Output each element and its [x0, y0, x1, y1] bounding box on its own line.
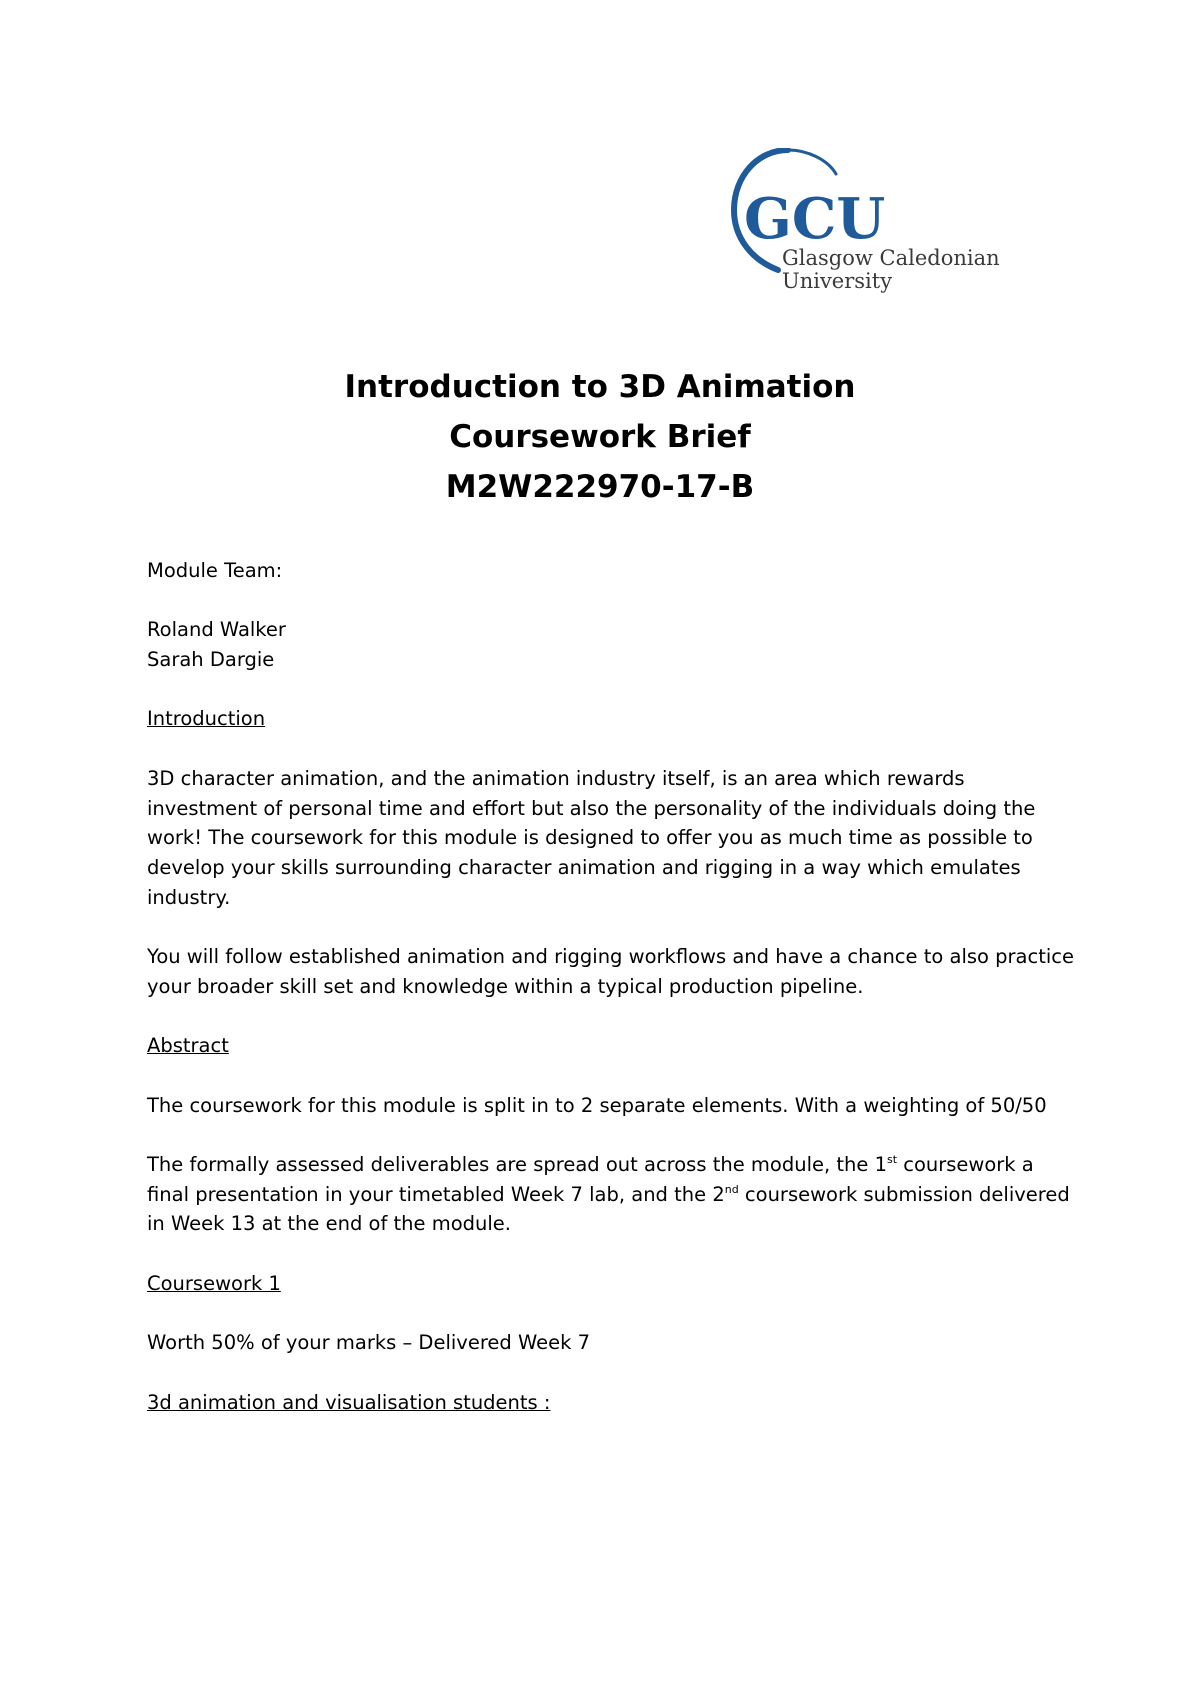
coursework1-worth: Worth 50% of your marks – Delivered Week 7: [147, 1331, 591, 1355]
gcu-logo-icon: [728, 148, 1008, 298]
introduction-heading: Introduction: [147, 707, 266, 731]
abstract-text: coursework a final presentation in your timetabled Week 7 lab, and the 2: [147, 1152, 1034, 1206]
logo-mark: GCU: [744, 186, 886, 252]
team-member: Roland Walker: [147, 618, 286, 642]
introduction-paragraph-2: You will follow established animation and rigging workflows and have a chance to also practice your broader skill set and knowledge within a typical production pipeline.: [147, 945, 1074, 998]
title-line-1: Introduction to 3D Animation: [344, 369, 856, 405]
document-title: [0, 362, 1200, 512]
abstract-text: The formally assessed deliverables are spread out across the module, the 1: [147, 1152, 887, 1176]
coursework1-subheading: 3d animation and visualisation students :: [147, 1390, 551, 1414]
team-member: Sarah Dargie: [147, 648, 275, 672]
logo-line1: Glasgow Caledonian: [782, 246, 1000, 270]
module-team-label: Module Team:: [147, 559, 283, 582]
document-body: [147, 556, 1077, 1417]
abstract-paragraph-2: [147, 1150, 1077, 1239]
module-team-members: [147, 615, 1077, 674]
gcu-logo: [728, 148, 1008, 298]
abstract-text: coursework submission delivered in Week 13 at the end of the module.: [147, 1182, 1070, 1236]
logo-line2: University: [782, 269, 893, 293]
ordinal-suffix: st: [886, 1152, 898, 1166]
coursework1-heading: Coursework 1: [147, 1271, 281, 1295]
introduction-paragraph-1: 3D character animation, and the animation industry itself, is an area which rewards investment of personal time and effort but also the personality of the individuals doing the work! The coursework for this module is designed to offer you as much time as possible to develop your skills surrounding character animation and rigging in a way which emulates industry.: [147, 766, 1036, 909]
ordinal-suffix: nd: [724, 1182, 739, 1196]
abstract-paragraph-1: The coursework for this module is split in to 2 separate elements. With a weighting of 50/50: [147, 1093, 1047, 1117]
abstract-heading: Abstract: [147, 1034, 229, 1058]
title-line-2: Coursework Brief: [449, 419, 751, 455]
title-line-3: M2W222970-17-B: [445, 469, 755, 505]
